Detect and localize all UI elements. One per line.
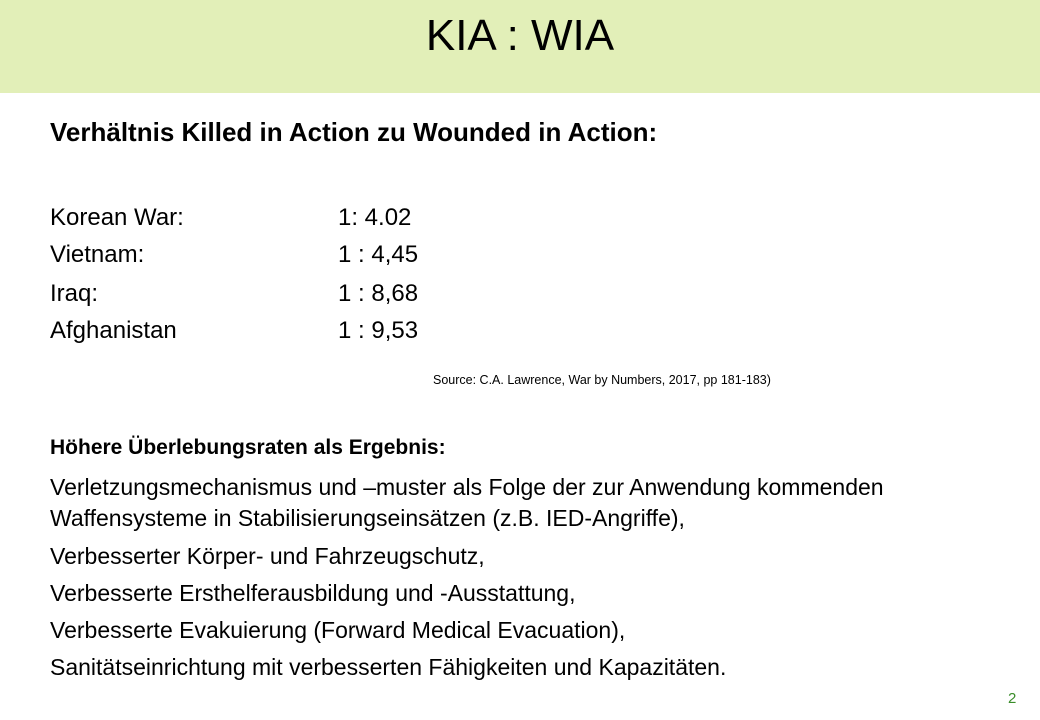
ratio-heading: Verhältnis Killed in Action zu Wounded in Action: — [50, 117, 658, 147]
list-item: Verletzungsmechanismus und –muster als Folge der zur Anwendung kommenden Waffensysteme in Stabilisierungseinsätzen (z.B. IED-Angriffe), — [50, 474, 884, 531]
ratio-label: Vietnam: — [50, 241, 145, 268]
results-list — [50, 472, 1010, 689]
results-heading: Höhere Überlebungsraten als Ergebnis: — [50, 436, 446, 459]
source-citation: Source: C.A. Lawrence, War by Numbers, 2017, pp 181-183) — [433, 373, 771, 387]
ratio-value: 1 : 8,68 — [338, 280, 419, 307]
list-item: Verbesserter Körper- und Fahrzeugschutz, — [50, 543, 485, 569]
ratio-label: Afghanistan — [50, 317, 177, 344]
ratio-value: 1 : 9,53 — [338, 317, 419, 344]
slide-title: KIA : WIA — [425, 11, 615, 60]
ratio-label: Iraq: — [50, 280, 99, 307]
list-item: Sanitätseinrichtung mit verbesserten Fähigkeiten und Kapazitäten. — [50, 654, 727, 680]
page-number: 2 — [1008, 690, 1017, 707]
list-item: Verbesserte Evakuierung (Forward Medical Evacuation), — [50, 617, 626, 643]
ratio-value: 1 : 4,45 — [338, 241, 419, 268]
ratio-label: Korean War: — [50, 204, 184, 231]
ratio-value: 1: 4.02 — [338, 204, 412, 231]
list-item: Verbesserte Ersthelferausbildung und -Ausstattung, — [50, 580, 576, 606]
